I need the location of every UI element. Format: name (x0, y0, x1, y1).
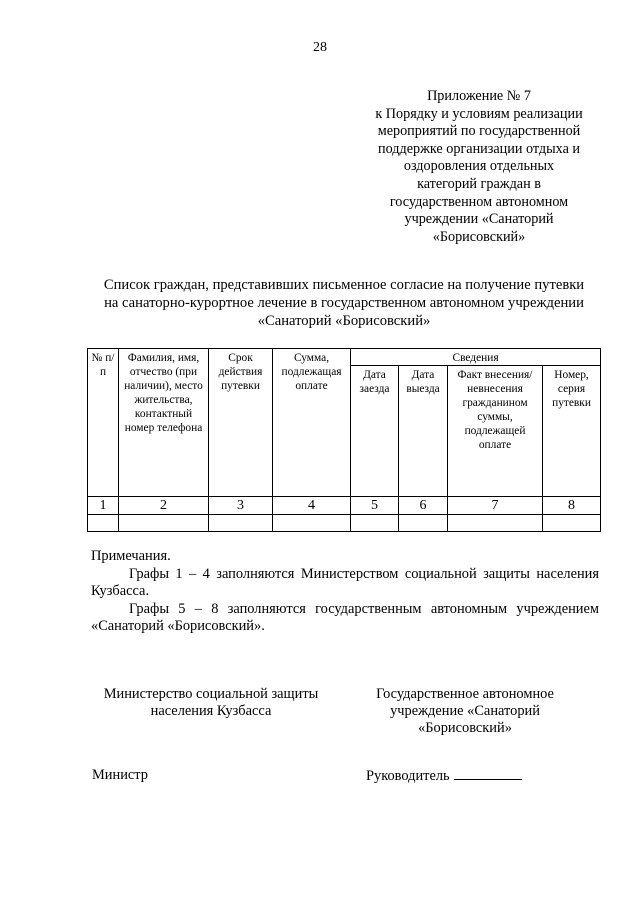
empty-cell (543, 515, 601, 532)
appendix-line: категорий граждан в (417, 175, 541, 192)
signature-right-role (366, 767, 522, 785)
header-cell-term: Срок действия путевки (209, 349, 273, 497)
note-item: Графы 1 – 4 заполняются Министерством социальной защиты населения Кузбасса. (91, 565, 599, 600)
title-line: на санаторно-курортное лечение в государственном автономном учреждении (104, 294, 584, 311)
appendix-line: учреждении «Санаторий (404, 211, 554, 228)
header-cell-voucher: Номер, серия путевки (543, 366, 601, 497)
signature-left-org (92, 686, 330, 720)
column-number: 3 (209, 497, 273, 515)
empty-cell (88, 515, 119, 532)
left-org-line: населения Кузбасса (150, 703, 272, 719)
empty-cell (399, 515, 448, 532)
citizens-table (87, 348, 601, 532)
appendix-line: Приложение № 7 (427, 88, 531, 104)
column-number: 4 (273, 497, 351, 515)
notes-heading: Примечания. (91, 548, 171, 564)
right-org-line: «Борисовский» (418, 720, 512, 736)
header-cell-arrival: Дата заезда (351, 366, 399, 497)
title-line: Список граждан, представивших письменное согласие на получение путевки (103, 277, 585, 293)
empty-cell (351, 515, 399, 532)
signature-line (454, 767, 522, 780)
appendix-line: «Борисовский» (432, 228, 526, 245)
column-number: 2 (119, 497, 209, 515)
notes-section (91, 548, 599, 636)
appendix-line: оздоровления отдельных (403, 158, 555, 175)
left-role-label: Министр (92, 767, 148, 783)
appendix-line: к Порядку и условиям реализации (375, 105, 583, 122)
empty-cell (209, 515, 273, 532)
signature-left-role (92, 767, 148, 784)
header-cell-fact: Факт внесения/ невнесения гражданином суммы, подлежащей оплате (448, 366, 543, 497)
appendix-header (355, 88, 603, 246)
table-header-row (88, 349, 601, 366)
header-cell-departure: Дата выезда (399, 366, 448, 497)
column-number: 1 (88, 497, 119, 515)
title-line: «Санаторий «Борисовский» (257, 312, 431, 329)
left-org-line: Министерство социальной защиты (103, 686, 319, 702)
column-number: 6 (399, 497, 448, 515)
appendix-line: поддержке организации отдыха и (377, 140, 581, 157)
table-empty-row (88, 515, 601, 532)
table-number-row (88, 497, 601, 515)
appendix-line: мероприятий по государственной (377, 123, 581, 140)
column-number: 8 (543, 497, 601, 515)
page-number: 28 (313, 40, 327, 55)
header-cell-name: Фамилия, имя, отчество (при наличии), место жительства, контактный номер телефона (119, 349, 209, 497)
right-org-line: Государственное автономное (376, 686, 554, 702)
column-number: 7 (448, 497, 543, 515)
right-org-line: учреждение «Санаторий (390, 703, 540, 719)
header-cell-sum: Сумма, подлежащая оплате (273, 349, 351, 497)
right-role-label: Руководитель (366, 768, 450, 784)
header-cell-info: Сведения (351, 349, 601, 366)
document-title (88, 277, 600, 330)
empty-cell (119, 515, 209, 532)
empty-cell (448, 515, 543, 532)
empty-cell (273, 515, 351, 532)
header-cell-no: № п/п (88, 349, 119, 497)
note-item: Графы 5 – 8 заполняются государственным автономным учреждением «Санаторий «Борисовский». (91, 600, 599, 635)
column-number: 5 (351, 497, 399, 515)
appendix-line: государственном автономном (389, 193, 569, 210)
signature-right-org (352, 686, 578, 737)
